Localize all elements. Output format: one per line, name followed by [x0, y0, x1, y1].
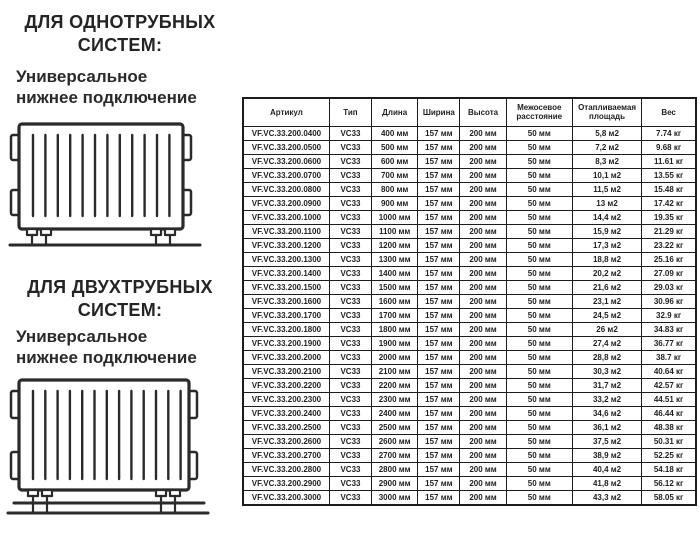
radiator-two-pipe-diagram	[6, 376, 210, 518]
table-cell: 157 мм	[418, 364, 460, 378]
table-cell: VF.VC.33.200.2300	[243, 392, 329, 406]
table-cell: 200 мм	[460, 182, 506, 196]
table-cell: 400 мм	[372, 126, 418, 140]
table-cell: 1200 мм	[372, 238, 418, 252]
table-cell: 50 мм	[506, 196, 572, 210]
table-row	[243, 420, 696, 434]
radiator-single-pipe-diagram	[8, 118, 206, 252]
table-cell: VC33	[329, 182, 371, 196]
table-cell: 2900 мм	[372, 476, 418, 490]
table-cell: 200 мм	[460, 238, 506, 252]
table-cell: 7,2 м2	[572, 140, 641, 154]
table-cell: 50 мм	[506, 490, 572, 505]
table-cell: 31,7 м2	[572, 378, 641, 392]
column-header: Вес	[642, 98, 696, 126]
table-cell: 32.9 кг	[642, 308, 696, 322]
table-cell: VF.VC.33.200.2500	[243, 420, 329, 434]
table-cell: 50 мм	[506, 336, 572, 350]
table-cell: 40.64 кг	[642, 364, 696, 378]
column-header: Межосевое расстояние	[506, 98, 572, 126]
table-cell: VF.VC.33.200.2700	[243, 448, 329, 462]
table-cell: 200 мм	[460, 364, 506, 378]
table-cell: 157 мм	[418, 196, 460, 210]
table-cell: 50 мм	[506, 392, 572, 406]
table-cell: 15.48 кг	[642, 182, 696, 196]
section-subtitle-line: Универсальное	[16, 67, 148, 86]
table-row	[243, 238, 696, 252]
table-cell: VF.VC.33.200.0800	[243, 182, 329, 196]
table-cell: 58.05 кг	[642, 490, 696, 505]
table-cell: 50.31 кг	[642, 434, 696, 448]
section-title-two-pipe	[6, 276, 234, 322]
table-cell: VC33	[329, 462, 371, 476]
table-cell: 157 мм	[418, 420, 460, 434]
table-cell: 200 мм	[460, 350, 506, 364]
table-row	[243, 182, 696, 196]
table-cell: VC33	[329, 280, 371, 294]
table-cell: 200 мм	[460, 140, 506, 154]
table-cell: 50 мм	[506, 406, 572, 420]
section-subtitle-two-pipe	[16, 326, 236, 368]
table-cell: VF.VC.33.200.2900	[243, 476, 329, 490]
table-cell: VF.VC.33.200.0500	[243, 140, 329, 154]
table-cell: 157 мм	[418, 448, 460, 462]
table-cell: VC33	[329, 168, 371, 182]
table-row	[243, 406, 696, 420]
table-row	[243, 210, 696, 224]
section-subtitle-line: нижнее подключение	[16, 88, 197, 107]
table-cell: 2700 мм	[372, 448, 418, 462]
table-cell: 41,8 м2	[572, 476, 641, 490]
table-cell: 200 мм	[460, 168, 506, 182]
table-cell: 600 мм	[372, 154, 418, 168]
table-cell: 157 мм	[418, 462, 460, 476]
table-cell: 1000 мм	[372, 210, 418, 224]
table-cell: 43,3 м2	[572, 490, 641, 505]
table-row	[243, 252, 696, 266]
table-cell: VC33	[329, 448, 371, 462]
table-cell: 157 мм	[418, 350, 460, 364]
table-cell: 1100 мм	[372, 224, 418, 238]
table-cell: VF.VC.33.200.2000	[243, 350, 329, 364]
section-title-line: СИСТЕМ:	[77, 35, 163, 55]
table-cell: VF.VC.33.200.2800	[243, 462, 329, 476]
table-cell: 21.29 кг	[642, 224, 696, 238]
table-cell: 157 мм	[418, 322, 460, 336]
table-row	[243, 280, 696, 294]
table-cell: 19.35 кг	[642, 210, 696, 224]
table-cell: VC33	[329, 154, 371, 168]
table-cell: 36.77 кг	[642, 336, 696, 350]
table-cell: VF.VC.33.200.1400	[243, 266, 329, 280]
table-cell: VC33	[329, 378, 371, 392]
table-cell: 200 мм	[460, 406, 506, 420]
table-cell: 200 мм	[460, 126, 506, 140]
table-row	[243, 322, 696, 336]
table-cell: 50 мм	[506, 322, 572, 336]
table-cell: 200 мм	[460, 378, 506, 392]
table-cell: 42.57 кг	[642, 378, 696, 392]
table-cell: 157 мм	[418, 224, 460, 238]
table-cell: 50 мм	[506, 476, 572, 490]
table-cell: 900 мм	[372, 196, 418, 210]
left-panel	[0, 0, 242, 535]
table-cell: 200 мм	[460, 392, 506, 406]
table-cell: 157 мм	[418, 378, 460, 392]
table-row	[243, 336, 696, 350]
table-cell: VC33	[329, 350, 371, 364]
table-cell: 50 мм	[506, 238, 572, 252]
table-cell: 200 мм	[460, 294, 506, 308]
table-cell: 21,6 м2	[572, 280, 641, 294]
table-cell: 1800 мм	[372, 322, 418, 336]
table-cell: 200 мм	[460, 434, 506, 448]
table-cell: 157 мм	[418, 140, 460, 154]
column-header: Отапливаемая площадь	[572, 98, 641, 126]
table-cell: VF.VC.33.200.1700	[243, 308, 329, 322]
table-cell: 157 мм	[418, 182, 460, 196]
table-cell: 50 мм	[506, 308, 572, 322]
table-cell: 24,5 м2	[572, 308, 641, 322]
table-cell: 52.25 кг	[642, 448, 696, 462]
table-cell: VC33	[329, 224, 371, 238]
radiator-legs	[27, 229, 175, 245]
spec-table	[242, 97, 697, 506]
table-cell: 50 мм	[506, 210, 572, 224]
table-cell: 200 мм	[460, 448, 506, 462]
table-cell: 200 мм	[460, 210, 506, 224]
table-cell: 15,9 м2	[572, 224, 641, 238]
table-row	[243, 462, 696, 476]
table-cell: 700 мм	[372, 168, 418, 182]
table-cell: 200 мм	[460, 322, 506, 336]
table-cell: VC33	[329, 266, 371, 280]
table-cell: 26 м2	[572, 322, 641, 336]
table-cell: 157 мм	[418, 252, 460, 266]
table-cell: 13.55 кг	[642, 168, 696, 182]
table-cell: 157 мм	[418, 406, 460, 420]
table-cell: VC33	[329, 336, 371, 350]
table-cell: 50 мм	[506, 364, 572, 378]
table-cell: 48.38 кг	[642, 420, 696, 434]
table-cell: 157 мм	[418, 154, 460, 168]
table-cell: VC33	[329, 210, 371, 224]
table-cell: 50 мм	[506, 140, 572, 154]
table-cell: VF.VC.33.200.0700	[243, 168, 329, 182]
table-cell: VC33	[329, 140, 371, 154]
table-cell: 157 мм	[418, 434, 460, 448]
table-cell: 38.7 кг	[642, 350, 696, 364]
table-cell: 50 мм	[506, 266, 572, 280]
table-cell: 33,2 м2	[572, 392, 641, 406]
table-cell: VC33	[329, 406, 371, 420]
table-cell: 157 мм	[418, 490, 460, 505]
table-cell: 157 мм	[418, 210, 460, 224]
table-cell: 157 мм	[418, 168, 460, 182]
table-row	[243, 126, 696, 140]
table-cell: 2300 мм	[372, 392, 418, 406]
table-cell: VC33	[329, 420, 371, 434]
table-cell: 157 мм	[418, 266, 460, 280]
section-title-line: ДЛЯ ОДНОТРУБНЫХ	[24, 12, 216, 32]
section-title-single-pipe	[6, 11, 234, 57]
table-cell: 8,3 м2	[572, 154, 641, 168]
table-cell: 50 мм	[506, 420, 572, 434]
table-cell: 27,4 м2	[572, 336, 641, 350]
table-cell: 13 м2	[572, 196, 641, 210]
table-cell: 157 мм	[418, 336, 460, 350]
table-cell: 34,6 м2	[572, 406, 641, 420]
table-cell: 50 мм	[506, 182, 572, 196]
table-cell: 56.12 кг	[642, 476, 696, 490]
table-cell: VC33	[329, 490, 371, 505]
table-cell: 157 мм	[418, 476, 460, 490]
table-cell: 11,5 м2	[572, 182, 641, 196]
table-cell: 38,9 м2	[572, 448, 641, 462]
table-cell: VF.VC.33.200.1800	[243, 322, 329, 336]
table-cell: 200 мм	[460, 196, 506, 210]
table-cell: 157 мм	[418, 126, 460, 140]
table-row	[243, 350, 696, 364]
table-cell: 28,8 м2	[572, 350, 641, 364]
table-cell: 17,3 м2	[572, 238, 641, 252]
section-subtitle-single-pipe	[16, 66, 236, 108]
table-cell: 27.09 кг	[642, 266, 696, 280]
table-cell: VF.VC.33.200.3000	[243, 490, 329, 505]
table-cell: 5,8 м2	[572, 126, 641, 140]
table-cell: VC33	[329, 238, 371, 252]
table-cell: 157 мм	[418, 280, 460, 294]
table-cell: 157 мм	[418, 392, 460, 406]
table-cell: 34.83 кг	[642, 322, 696, 336]
table-cell: 200 мм	[460, 476, 506, 490]
table-row	[243, 308, 696, 322]
table-cell: VC33	[329, 322, 371, 336]
table-cell: 157 мм	[418, 238, 460, 252]
table-cell: 50 мм	[506, 434, 572, 448]
table-row	[243, 196, 696, 210]
table-row	[243, 434, 696, 448]
table-cell: VF.VC.33.200.1300	[243, 252, 329, 266]
table-cell: 2000 мм	[372, 350, 418, 364]
table-cell: 2200 мм	[372, 378, 418, 392]
section-title-line: ДЛЯ ДВУХТРУБНЫХ	[27, 277, 213, 297]
table-cell: 7.74 кг	[642, 126, 696, 140]
table-row	[243, 448, 696, 462]
table-cell: 30.96 кг	[642, 294, 696, 308]
table-cell: 1700 мм	[372, 308, 418, 322]
header-row	[243, 98, 696, 126]
table-cell: VC33	[329, 252, 371, 266]
table-cell: 200 мм	[460, 462, 506, 476]
table-row	[243, 168, 696, 182]
table-row	[243, 294, 696, 308]
table-cell: 200 мм	[460, 154, 506, 168]
table-cell: 200 мм	[460, 490, 506, 505]
table-cell: 200 мм	[460, 266, 506, 280]
table-cell: 40,4 м2	[572, 462, 641, 476]
spec-table-header	[243, 98, 696, 126]
table-row	[243, 154, 696, 168]
table-cell: VC33	[329, 434, 371, 448]
table-cell: VF.VC.33.200.2400	[243, 406, 329, 420]
table-cell: 50 мм	[506, 168, 572, 182]
table-cell: VC33	[329, 126, 371, 140]
table-cell: 157 мм	[418, 294, 460, 308]
table-row	[243, 140, 696, 154]
table-cell: VC33	[329, 294, 371, 308]
table-cell: 2400 мм	[372, 406, 418, 420]
table-cell: 23,1 м2	[572, 294, 641, 308]
table-cell: 9.68 кг	[642, 140, 696, 154]
table-cell: VF.VC.33.200.0600	[243, 154, 329, 168]
table-cell: VC33	[329, 196, 371, 210]
table-row	[243, 364, 696, 378]
table-cell: 50 мм	[506, 448, 572, 462]
section-subtitle-line: Универсальное	[16, 327, 148, 346]
table-cell: VC33	[329, 392, 371, 406]
table-cell: 50 мм	[506, 294, 572, 308]
table-cell: 500 мм	[372, 140, 418, 154]
table-cell: 11.61 кг	[642, 154, 696, 168]
table-cell: VF.VC.33.200.1500	[243, 280, 329, 294]
table-cell: 50 мм	[506, 462, 572, 476]
table-row	[243, 378, 696, 392]
table-cell: VF.VC.33.200.1900	[243, 336, 329, 350]
table-cell: 2800 мм	[372, 462, 418, 476]
table-cell: 30,3 м2	[572, 364, 641, 378]
section-title-line: СИСТЕМ:	[77, 300, 163, 320]
table-cell: 200 мм	[460, 336, 506, 350]
table-cell: VF.VC.33.200.1000	[243, 210, 329, 224]
table-row	[243, 476, 696, 490]
table-cell: 10,1 м2	[572, 168, 641, 182]
table-cell: 37,5 м2	[572, 434, 641, 448]
table-cell: 46.44 кг	[642, 406, 696, 420]
table-cell: VF.VC.33.200.1600	[243, 294, 329, 308]
table-cell: 29.03 кг	[642, 280, 696, 294]
column-header: Ширина	[418, 98, 460, 126]
column-header: Тип	[329, 98, 371, 126]
table-row	[243, 490, 696, 505]
table-cell: VF.VC.33.200.2200	[243, 378, 329, 392]
table-cell: 200 мм	[460, 308, 506, 322]
table-cell: 50 мм	[506, 154, 572, 168]
table-cell: VF.VC.33.200.2600	[243, 434, 329, 448]
table-cell: VC33	[329, 476, 371, 490]
column-header: Высота	[460, 98, 506, 126]
table-cell: 1900 мм	[372, 336, 418, 350]
table-cell: 3000 мм	[372, 490, 418, 505]
table-cell: 20,2 м2	[572, 266, 641, 280]
table-cell: 200 мм	[460, 224, 506, 238]
table-cell: 1400 мм	[372, 266, 418, 280]
table-cell: VF.VC.33.200.2100	[243, 364, 329, 378]
table-cell: 1600 мм	[372, 294, 418, 308]
table-cell: 50 мм	[506, 252, 572, 266]
table-cell: VF.VC.33.200.0900	[243, 196, 329, 210]
table-cell: 50 мм	[506, 224, 572, 238]
table-cell: 36,1 м2	[572, 420, 641, 434]
table-row	[243, 224, 696, 238]
table-cell: 200 мм	[460, 252, 506, 266]
table-cell: 14,4 м2	[572, 210, 641, 224]
section-subtitle-line: нижнее подключение	[16, 348, 197, 367]
table-cell: 17.42 кг	[642, 196, 696, 210]
table-cell: VF.VC.33.200.1100	[243, 224, 329, 238]
table-cell: 200 мм	[460, 420, 506, 434]
table-cell: 50 мм	[506, 378, 572, 392]
table-cell: VF.VC.33.200.0400	[243, 126, 329, 140]
table-row	[243, 266, 696, 280]
table-cell: 50 мм	[506, 350, 572, 364]
column-header: Длина	[372, 98, 418, 126]
table-cell: 1300 мм	[372, 252, 418, 266]
table-row	[243, 392, 696, 406]
table-cell: 23.22 кг	[642, 238, 696, 252]
table-cell: 200 мм	[460, 280, 506, 294]
table-cell: VF.VC.33.200.1200	[243, 238, 329, 252]
table-cell: VC33	[329, 364, 371, 378]
table-cell: 2500 мм	[372, 420, 418, 434]
table-cell: 1500 мм	[372, 280, 418, 294]
table-cell: VC33	[329, 308, 371, 322]
table-cell: 157 мм	[418, 308, 460, 322]
column-header: Артикул	[243, 98, 329, 126]
table-cell: 50 мм	[506, 126, 572, 140]
table-cell: 25.16 кг	[642, 252, 696, 266]
table-cell: 54.18 кг	[642, 462, 696, 476]
table-cell: 50 мм	[506, 280, 572, 294]
table-cell: 2100 мм	[372, 364, 418, 378]
spec-table-body	[243, 126, 696, 505]
table-cell: 44.51 кг	[642, 392, 696, 406]
table-cell: 2600 мм	[372, 434, 418, 448]
table-cell: 800 мм	[372, 182, 418, 196]
table-cell: 18,8 м2	[572, 252, 641, 266]
